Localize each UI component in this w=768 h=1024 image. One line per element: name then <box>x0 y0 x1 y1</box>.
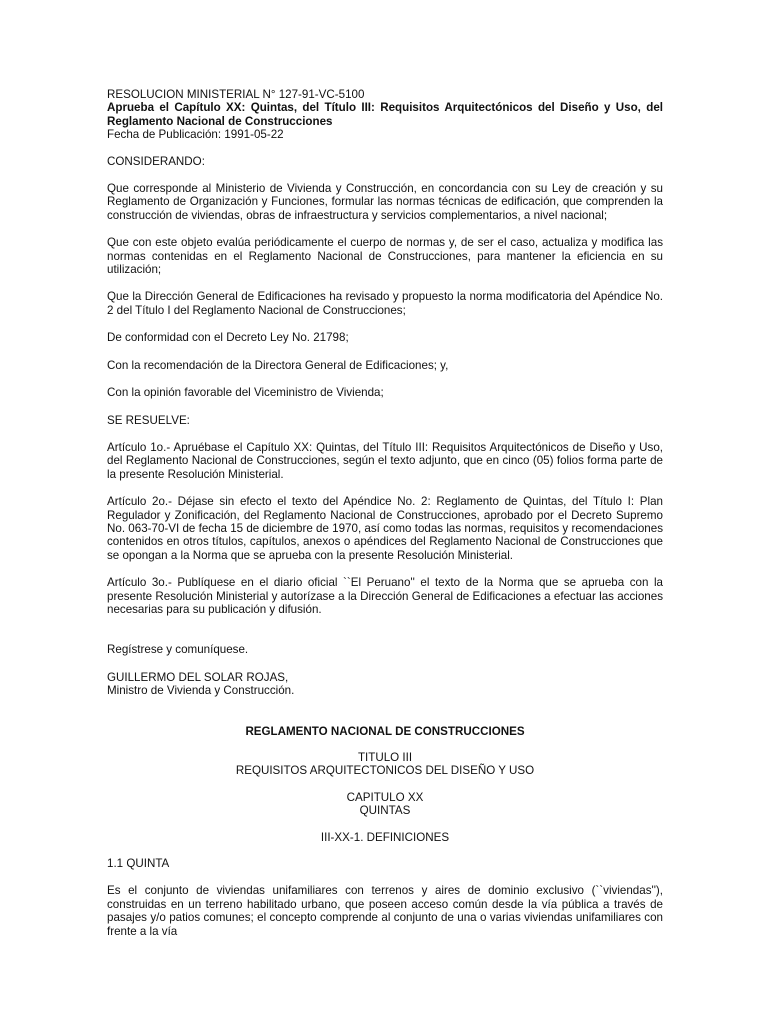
considerando-paragraph-1: Que corresponde al Ministerio de Vivienda y Construcción, en concordancia con su Ley de creación y su Reglamento de Organización y Funciones, formular las normas técnicas de edificación, que comprenden la construcción de viviendas, obras de infraestructura y servicios complementarios, a nivel nacional; <box>107 182 663 222</box>
subsection-heading: 1.1 QUINTA <box>107 857 170 871</box>
resolution-subject: Aprueba el Capítulo XX: Quintas, del Título III: Requisitos Arquitectónicos del Diseño y Uso, del Reglamento Nacional de Construcciones <box>107 101 663 128</box>
capitulo-number: CAPITULO XX <box>346 790 424 804</box>
reglamento-title: REGLAMENTO NACIONAL DE CONSTRUCCIONES <box>245 724 525 738</box>
resolution-number: RESOLUCION MINISTERIAL N° 127-91-VC-5100 <box>107 88 365 101</box>
capitulo-name: QUINTAS <box>359 804 411 818</box>
considerando-paragraph-5: Con la recomendación de la Directora General de Edificaciones; y, <box>107 358 449 372</box>
signature-block <box>107 671 663 698</box>
article-3: Artículo 3o.- Publíquese en el diario oficial ``El Peruano'' el texto de la Norma que se aprueba con la presente Resolución Ministerial y autorízase a la Dirección General de Edificaciones a efectuar las acciones necesarias para su publicación y difusión. <box>107 576 663 616</box>
section-heading: III-XX-1. DEFINICIONES <box>320 830 450 844</box>
signatory-position: Ministro de Vivienda y Construcción. <box>107 684 295 698</box>
considerando-paragraph-2: Que con este objeto evalúa periódicamente el cuerpo de normas y, de ser el caso, actualiza y modifica las normas contenidas en el Reglamento Nacional de Construcciones, para mantener la eficiencia en su utilización; <box>107 236 663 277</box>
resuelve-heading: SE RESUELVE: <box>107 413 190 427</box>
considerando-paragraph-4: De conformidad con el Decreto Ley No. 21798; <box>107 331 349 345</box>
publication-date: Fecha de Publicación: 1991-05-22 <box>107 128 284 142</box>
article-1: Artículo 1o.- Apruébase el Capítulo XX: Quintas, del Título III: Requisitos Arquitectónicos de Diseño y Uso, del Reglamento Nacional de Construcciones, según el texto adjunto, que en cinco (05) folios forma parte de la presente Resolución Ministerial. <box>107 440 663 481</box>
titulo-name: REQUISITOS ARQUITECTONICOS DEL DISEÑO Y USO <box>235 764 535 778</box>
closing-text: Regístrese y comuníquese. <box>107 643 249 657</box>
titulo-number: TITULO III <box>357 751 413 764</box>
document-body <box>107 88 663 952</box>
considerando-heading: CONSIDERANDO: <box>107 154 205 168</box>
resolution-header <box>107 88 663 142</box>
signatory-name: GUILLERMO DEL SOLAR ROJAS, <box>107 670 289 684</box>
definition-paragraph: Es el conjunto de viviendas unifamiliares con terrenos y aires de dominio exclusivo (``viviendas''), construidas en un terreno habilitado urbano, que poseen acceso común desde la vía pública a través de pasajes y/o patios comunes; el concepto comprende al conjunto de una o varias viviendas unifamiliares con frente a la vía <box>107 884 663 938</box>
considerando-paragraph-6: Con la opinión favorable del Viceministro de Vivienda; <box>107 386 384 400</box>
article-2: Artículo 2o.- Déjase sin efecto el texto del Apéndice No. 2: Reglamento de Quintas, del Título I: Plan Regulador y Zonificación, del Reglamento Nacional de Construcciones, aprobado por el Decreto Supremo No. 063-70-VI de fecha 15 de diciembre de 1970, así como todas las normas, requisitos y recomendaciones contenidos en otros títulos, capítulos, anexos o apéndices del Reglamento Nacional de Construcciones que se opongan a la Norma que se aprueba con la presente Resolución Ministerial. <box>107 495 663 562</box>
considerando-paragraph-3: Que la Dirección General de Edificaciones ha revisado y propuesto la norma modificatoria del Apéndice No. 2 del Título I del Reglamento Nacional de Construcciones; <box>107 290 663 317</box>
